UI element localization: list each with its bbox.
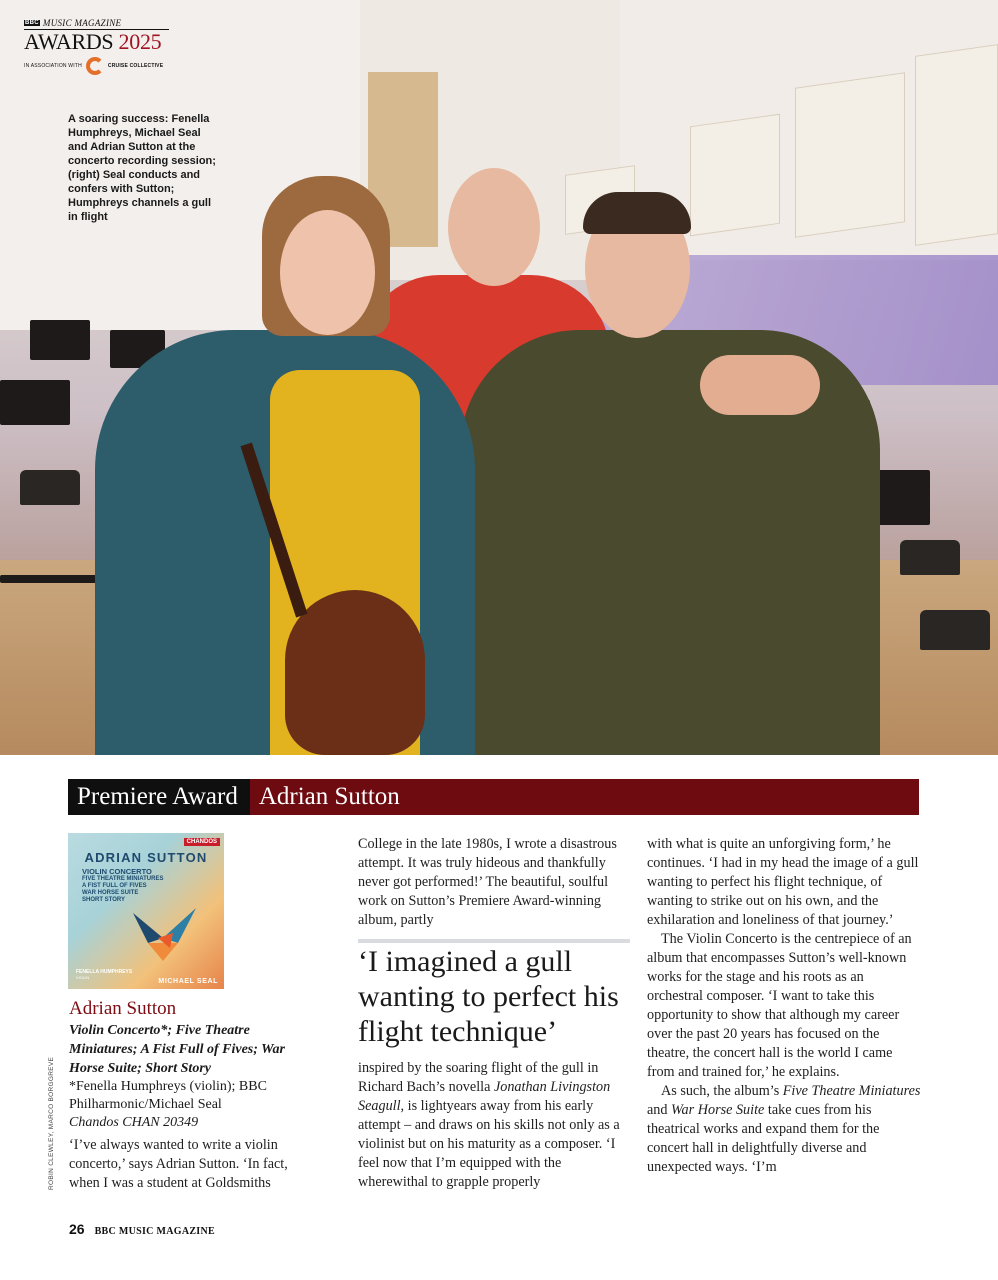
text-run: As such, the album’s: [661, 1083, 783, 1099]
article-column-3: [647, 835, 921, 1177]
cover-work: VIOLIN CONCERTO: [82, 867, 152, 876]
cover-work: WAR HORSE SUITE: [82, 890, 139, 896]
logo-association: [24, 57, 169, 75]
cover-soloist: FENELLA HUMPHREYS: [76, 969, 133, 975]
award-winner: Adrian Sutton: [250, 779, 919, 815]
cover-soloist-instrument: VIOLIN: [76, 975, 90, 980]
pull-quote-rule: [358, 939, 630, 943]
text-run: take cues from his theatrical works and expand them for the concert hall in delightfully diverse and unexpected ways. ‘I’m: [647, 1102, 880, 1175]
text-run: inspired by the soaring flight of the gull in Richard Bach’s novella: [358, 1060, 599, 1095]
album-cover: [68, 833, 224, 989]
page-number: 26: [69, 1221, 85, 1237]
orchestra-chair: [20, 470, 80, 505]
album-composer: Adrian Sutton: [69, 998, 177, 1019]
page-footer: [69, 1221, 215, 1237]
logo-awards-title: [24, 30, 169, 54]
orchestra-chair: [900, 540, 960, 575]
album-catalogue: Chandos CHAN 20349: [69, 1115, 199, 1130]
award-category: Premiere Award: [68, 779, 250, 815]
face: [448, 168, 540, 286]
album-works: Violin Concerto*; Five Theatre Miniatures; A Fist Full of Fives; War Horse Suite; Short Story: [69, 1023, 286, 1076]
article-paragraph: The Violin Concerto is the centrepiece of an album that encompasses Sutton’s well-known works for the stage and his roots as an orchestral composer. ‘I want to take this opportunity to show that although my career over the past 20 years has focused on the theatre, the concert hall is the world I came from and trained for,’ he explains.: [647, 931, 912, 1080]
acoustic-panel: [690, 114, 780, 237]
article-paragraph: ‘I’ve always wanted to write a violin concerto,’ says Adrian Sutton. ‘In fact, when I was a student at Goldsmiths: [69, 1137, 288, 1191]
bbc-mark: BBC: [25, 20, 39, 26]
cover-work: A FIST FULL OF FIVES: [82, 883, 147, 889]
music-stand: [0, 380, 70, 425]
acoustic-panel: [795, 72, 905, 237]
awards-logo: [24, 18, 169, 75]
logo-association-text: IN ASSOCIATION WITH: [24, 63, 82, 69]
article-column-2-bottom: [358, 1059, 630, 1192]
acoustic-panel: [915, 44, 998, 246]
footer-magazine: BBC MUSIC MAGAZINE: [94, 1226, 215, 1237]
work-title: Five Theatre Miniatures: [782, 1083, 921, 1099]
face: [280, 210, 375, 335]
text-run: and: [647, 1102, 672, 1118]
book-title: Jonathan Livingston Seagull,: [358, 1079, 611, 1114]
article-paragraph: College in the late 1980s, I wrote a disastrous attempt. It was truly hideous and thankfully never got performed!’ The beautiful, soulful work on Sutton’s Premiere Award-winning album, partly: [358, 836, 617, 928]
logo-year: 2025: [118, 29, 162, 54]
award-header: [68, 779, 919, 815]
photo-caption: A soaring success: Fenella Humphreys, Michael Seal and Adrian Sutton at the concerto recording session; (right) Seal conducts and confers with Sutton; Humphreys channels a gull in flight: [68, 113, 216, 223]
arm: [700, 355, 820, 415]
article-column-2-top: [358, 835, 630, 930]
music-stand: [30, 320, 90, 360]
cover-work: SHORT STORY: [82, 897, 126, 903]
article-paragraph: [358, 1059, 630, 1192]
album-performers: *Fenella Humphreys (violin); BBC Philharmonic/Michael Seal: [69, 1079, 267, 1112]
orchestra-chair: [920, 610, 990, 650]
chandos-logo: CHANDOS: [184, 838, 220, 846]
logo-partner: CRUISE COLLECTIVE: [107, 63, 164, 69]
article-paragraph: [647, 1082, 921, 1177]
cover-conductor: MICHAEL SEAL: [158, 978, 218, 985]
cover-composer: ADRIAN SUTTON: [84, 850, 208, 865]
pull-quote: ‘I imagined a gull wanting to perfect his flight technique’: [358, 945, 619, 1048]
cover-work: FIVE THEATRE MINIATURES: [82, 876, 164, 882]
hair: [583, 192, 691, 234]
article-paragraph: with what is quite an unforgiving form,’ he continues. ‘I had in my head the image of a gull wanting to perfect his flight technique, of wanting to strike out on his own, and the exhilaration and loneliness of that journey.’: [647, 836, 919, 928]
text-run: is lightyears away from his early attempt – and draws on his skills not only as a violinist but on his maturity as a composer. ‘I feel now that I’m equipped with the wherewithal to grapple properly: [358, 1098, 620, 1190]
cruise-collective-icon: [86, 57, 104, 75]
photo-credit: ROBIN CLEWLEY, MARCO BORGGREVE: [48, 1056, 55, 1190]
work-title: War Horse Suite: [671, 1102, 765, 1118]
violin: [285, 590, 425, 755]
article-column-1: [69, 1136, 319, 1193]
gull-illustration: [128, 903, 198, 963]
logo-magazine: MUSIC MAGAZINE: [42, 18, 122, 28]
logo-awards-word: AWARDS: [24, 29, 114, 54]
cover-works: [82, 867, 172, 904]
